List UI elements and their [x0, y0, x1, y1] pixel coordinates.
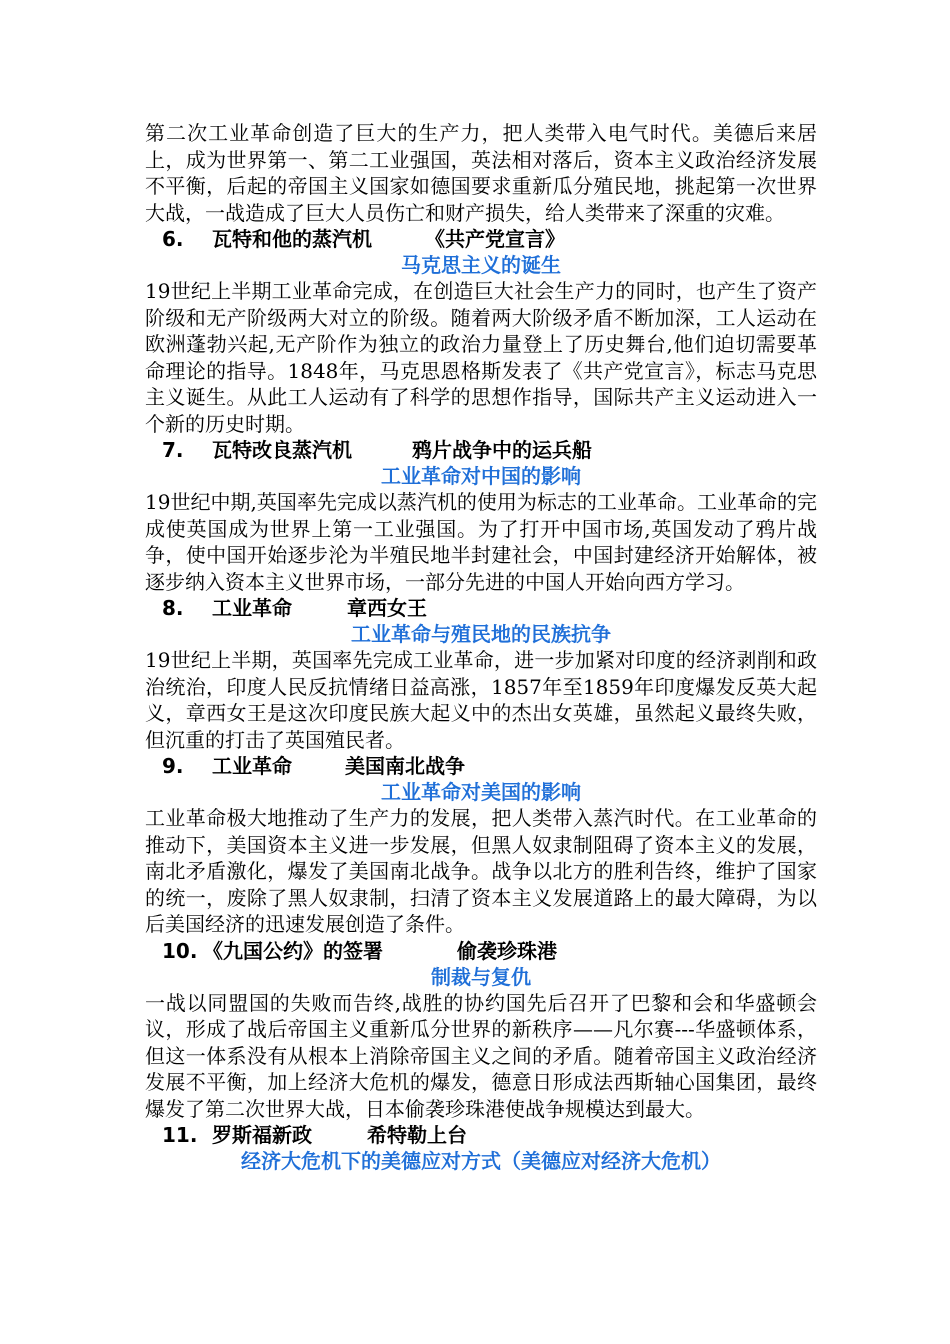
section-heading-6: [145, 226, 817, 252]
section-number: 9.: [162, 754, 184, 778]
section-number: 7.: [162, 438, 184, 462]
section-topic-7: 工业革命对中国的影响: [381, 464, 581, 488]
section-number: 6.: [162, 227, 184, 251]
section-paragraph-6: 19世纪上半期工业革命完成，在创造巨大社会生产力的同时，也产生了资产阶级和无产阶级两大对立的阶级。随着两大阶级矛盾不断加深，工人运动在欧洲蓬勃兴起,无产阶作为独立的政治力量登上了历史舞台,他们迫切需要革命理论的指导。1848年，马克思恩格斯发表了《共产党宣言》，标志马克思主义诞生。从此工人运动有了科学的思想作指导，国际共产主义运动进入一个新的历史时期。: [145, 279, 817, 436]
section-paragraph-10: 一战以同盟国的失败而告终,战胜的协约国先后召开了巴黎和会和华盛顿会议，形成了战后帝国主义重新瓜分世界的新秩序——凡尔赛---华盛顿体系，但这一体系没有从根本上消除帝国主义之间的矛盾。随着帝国主义政治经济发展不平衡，加上经济大危机的爆发，德意日形成法西斯轴心国集团，最终爆发了第二次世界大战，日本偷袭珍珠港使战争规模达到最大。: [145, 990, 817, 1121]
section-topic-8: 工业革命与殖民地的民族抗争: [351, 622, 611, 646]
section-item-second: 鸦片战争中的运兵船: [412, 438, 592, 462]
section-item-first: 罗斯福新政: [212, 1123, 312, 1147]
section-topic-11: 经济大危机下的美德应对方式（美德应对经济大危机）: [241, 1149, 721, 1173]
section-number: 8.: [162, 596, 184, 620]
section-topic-9: 工业革命对美国的影响: [381, 780, 581, 804]
document-page: [145, 120, 817, 1174]
section-item-first: 瓦特和他的蒸汽机: [212, 227, 372, 251]
section-paragraph-8: 19世纪上半期，英国率先完成工业革命，进一步加紧对印度的经济剥削和政治统治，印度人民反抗情绪日益高涨，1857年至1859年印度爆发反英大起义，章西女王是这次印度民族大起义中的杰出女英雄，虽然起义最终失败，但沉重的打击了英国殖民者。: [145, 648, 817, 752]
section-heading-11: [145, 1122, 817, 1148]
section-item-first: 工业革命: [212, 596, 292, 620]
section-paragraph-9: 工业革命极大地推动了生产力的发展，把人类带入蒸汽时代。在工业革命的推动下，美国资本主义进一步发展，但黑人奴隶制阻碍了资本主义的发展，南北矛盾激化，爆发了美国南北战争。战争以北方的胜利告终，维护了国家的统一，废除了黑人奴隶制，扫清了资本主义发展道路上的最大障碍，为以后美国经济的迅速发展创造了条件。: [145, 806, 817, 936]
section-item-second: 章西女王: [347, 596, 427, 620]
section-topic-10: 制裁与复仇: [431, 964, 531, 989]
intro-paragraph: 第二次工业革命创造了巨大的生产力，把人类带入电气时代。美德后来居上，成为世界第一、第二工业强国，英法相对落后，资本主义政治经济发展不平衡，后起的帝国主义国家如德国要求重新瓜分殖民地，挑起第一次世界大战，一战造成了巨大人员伤亡和财产损失，给人类带来了深重的灾难。: [145, 121, 817, 225]
section-item-second: 美国南北战争: [345, 754, 465, 778]
section-heading-9: [145, 753, 817, 779]
section-item-first: 瓦特改良蒸汽机: [212, 438, 352, 462]
section-item-first: 《九国公约》的签署: [203, 938, 383, 963]
section-heading-7: [145, 437, 817, 463]
section-item-second: 希特勒上台: [367, 1123, 467, 1147]
section-heading-10: [145, 938, 817, 964]
section-heading-8: [145, 595, 817, 621]
section-item-second: 偷袭珍珠港: [457, 938, 557, 963]
section-item-first: 工业革命: [212, 754, 292, 778]
section-topic-6: 马克思主义的诞生: [401, 253, 561, 277]
section-item-second: 《共产党宣言》: [425, 227, 565, 251]
section-number: 11.: [162, 1123, 198, 1147]
section-number: 10.: [162, 938, 198, 963]
section-paragraph-7: 19世纪中期,英国率先完成以蒸汽机的使用为标志的工业革命。工业革命的完成使英国成为世界上第一工业强国。为了打开中国市场,英国发动了鸦片战争，使中国开始逐步沦为半殖民地半封建社会，中国封建经济开始解体，被逐步纳入资本主义世界市场，一部分先进的中国人开始向西方学习。: [145, 490, 817, 594]
